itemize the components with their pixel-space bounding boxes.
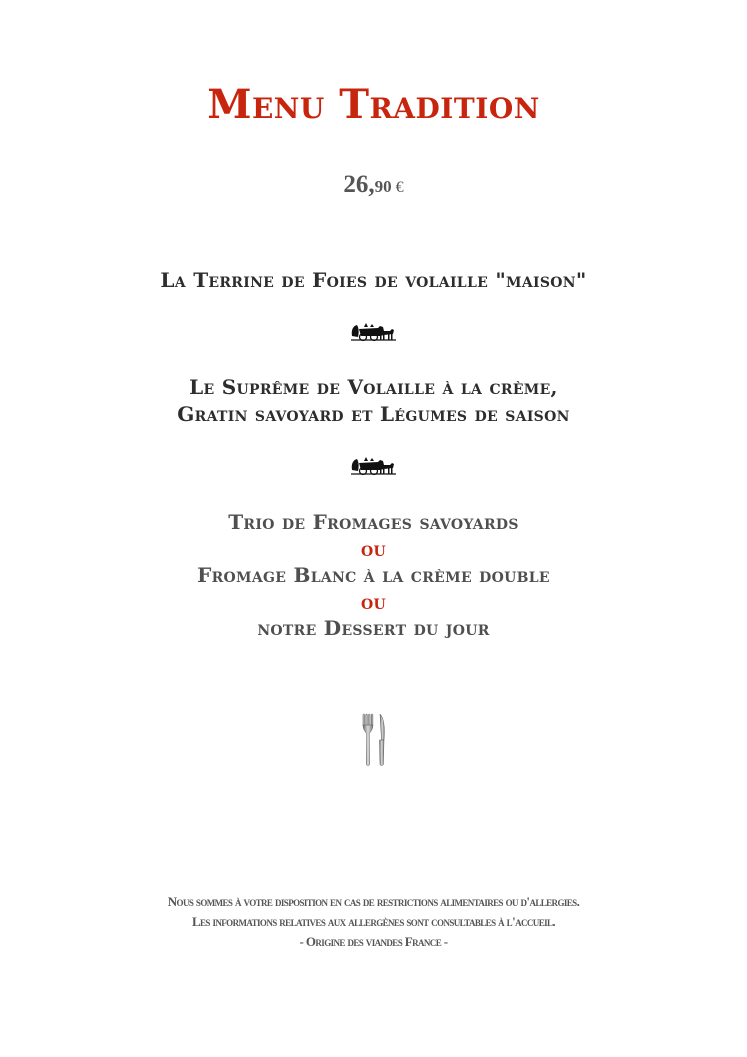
horse-carriage-icon [350, 454, 398, 476]
price-integer: 26, [343, 171, 375, 198]
footer-line-3: - Origine des viandes France - [299, 934, 448, 949]
menu-price [0, 170, 747, 203]
starter-dish: La Terrine de Foies de volaille "maison" [160, 268, 587, 292]
menu-title: Menu Tradition [207, 81, 540, 128]
dessert-or-2-row [0, 589, 747, 616]
dessert-option-3: notre Dessert du jour [257, 616, 490, 640]
dessert-option-2: Fromage Blanc à la crème double [197, 563, 550, 587]
price-currency: € [395, 179, 404, 196]
footer-notice [0, 892, 747, 952]
dessert-or-1: ou [360, 537, 386, 561]
footer-line-2: Les informations relatives aux allergènes sont consultables à l'accueil. [191, 914, 556, 929]
main-course-line-2: Gratin savoyard et Légumes de saison [177, 402, 570, 426]
main-course-line-1: Le Suprême de Volaille à la crème, [189, 375, 558, 399]
horse-carriage-icon [350, 320, 398, 342]
dessert-or-2: ou [360, 590, 386, 614]
dessert-or-1-row [0, 536, 747, 563]
dessert-option-1: Trio de Fromages savoyards [228, 510, 519, 534]
price-decimal: 90 [374, 177, 392, 196]
fork-knife-icon [360, 712, 388, 768]
footer-line-1: Nous sommes à votre disposition en cas de restrictions alimentaires ou d'allergies. [167, 894, 580, 909]
